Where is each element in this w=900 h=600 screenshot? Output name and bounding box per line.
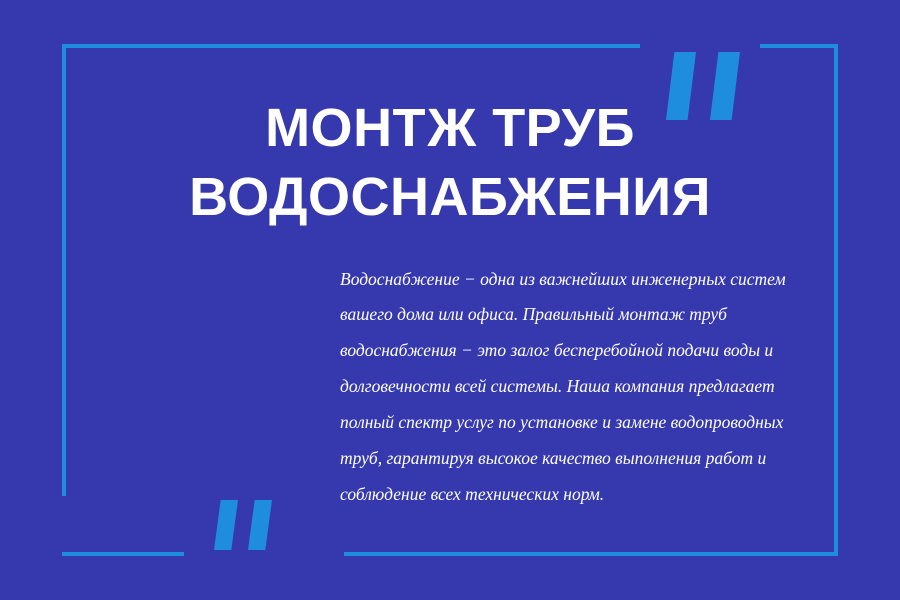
frame-border-bottom-left <box>62 552 184 556</box>
poster-body-paragraph: Водоснабжение − одна из важнейших инженерных систем вашего дома или офиса. Правильный монтаж труб водоснабжения − это залог бесперебойной подачи воды и долговечности всей системы. Наша компания предлагает полный спектр услуг по установке и замене водопроводных труб, гарантируя высокое качество выполнения работ и соблюдение всех технических норм. <box>340 268 786 504</box>
frame-border-right <box>834 44 838 556</box>
poster-title <box>120 94 780 232</box>
frame-border-left <box>62 44 66 496</box>
frame-border-top-right <box>760 44 838 48</box>
frame-border-top-left <box>62 44 640 48</box>
poster-title-line-1: МОНТЖ ТРУБ <box>265 98 635 159</box>
quotation-mark-icon-bottom <box>214 500 272 550</box>
poster-title-line-2: ВОДОСНАБЖЕНИЯ <box>189 167 711 228</box>
quote-stroke <box>248 500 272 550</box>
frame-border-bottom-right <box>344 552 838 556</box>
quote-stroke <box>214 500 238 550</box>
